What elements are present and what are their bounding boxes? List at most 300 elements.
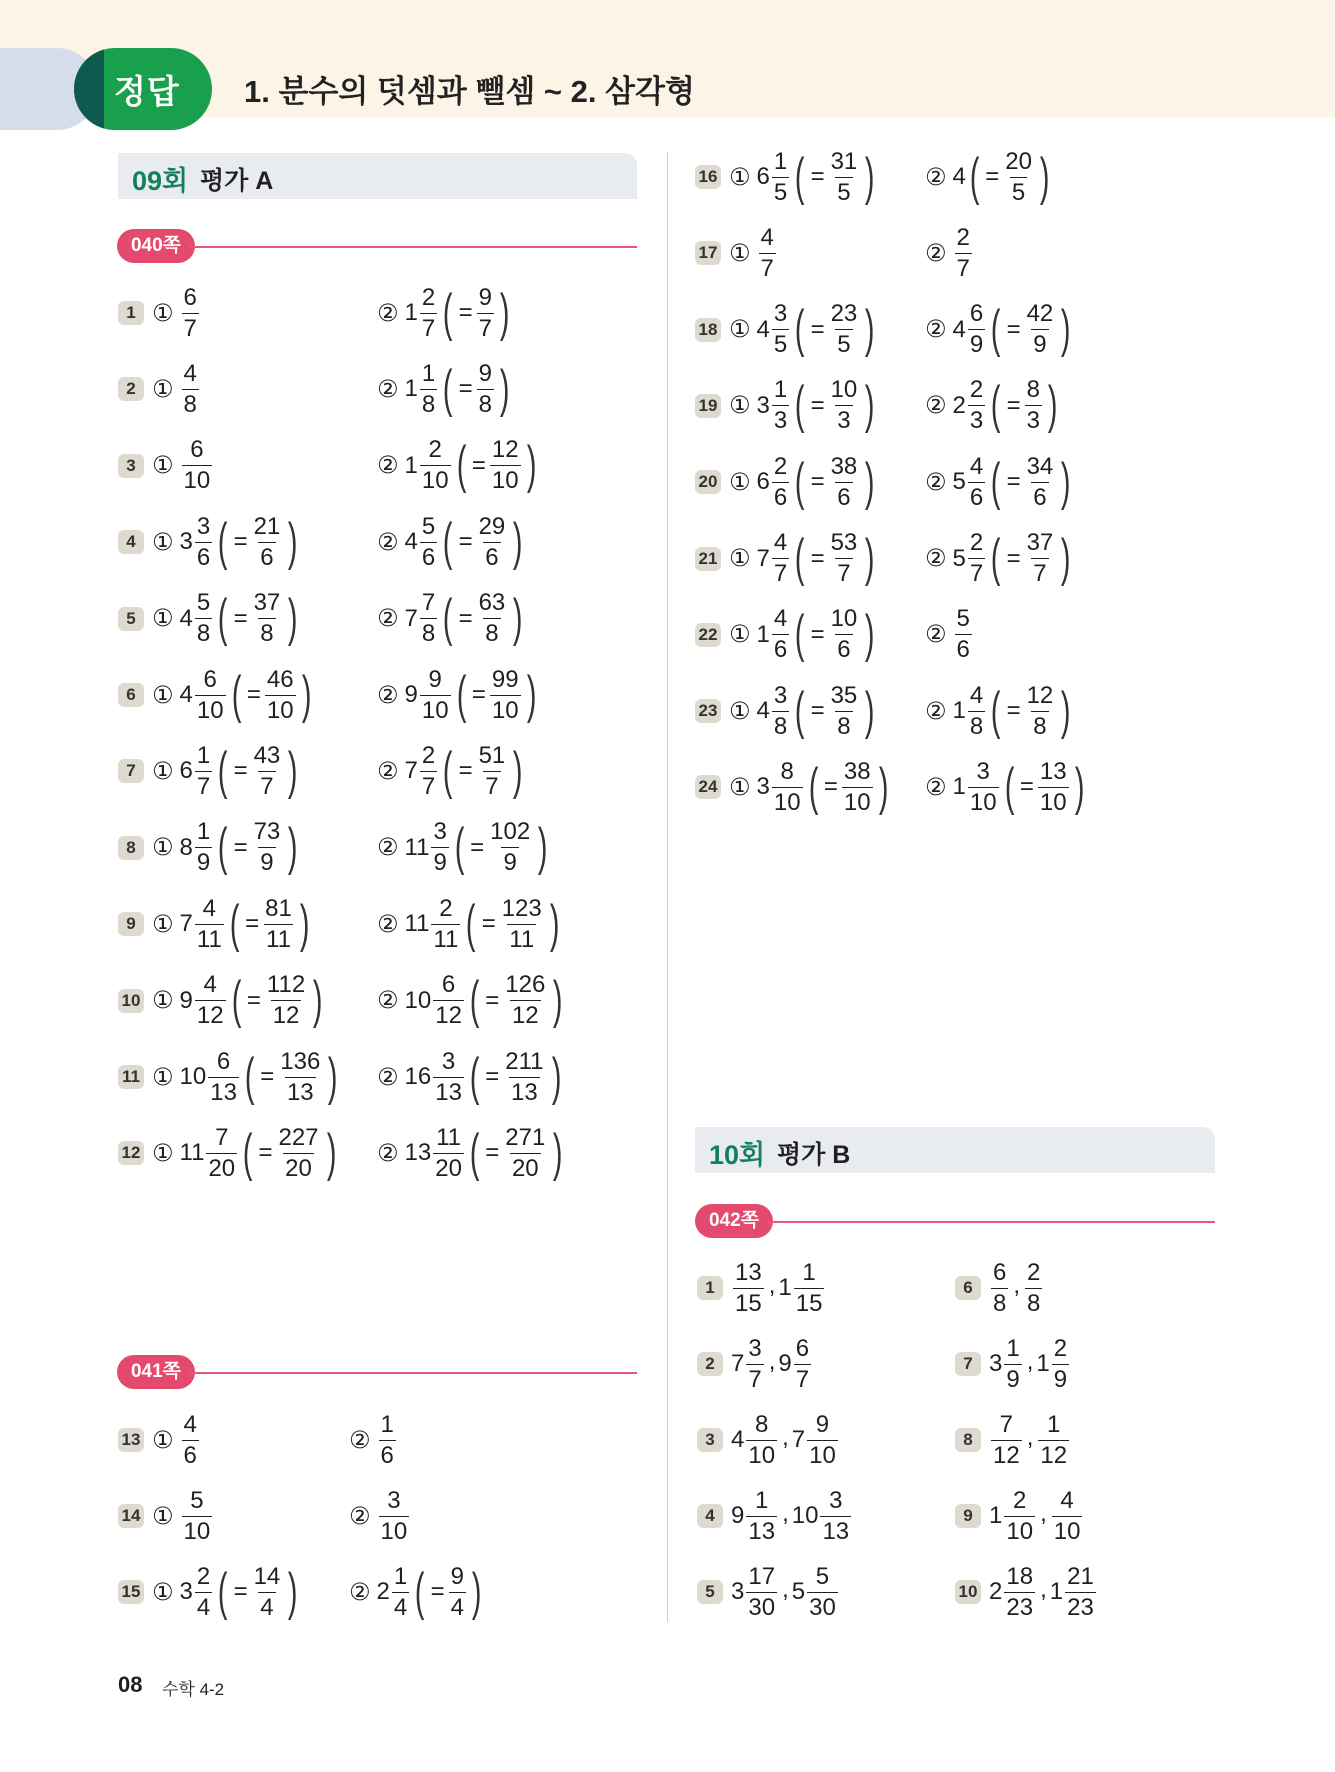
- numerator: 4: [202, 894, 217, 922]
- denominator: 8: [1033, 712, 1047, 740]
- equals-sign: =: [481, 910, 496, 938]
- denominator: 30: [748, 1593, 776, 1621]
- numerator: 35: [830, 681, 858, 709]
- part-marker: ②: [377, 528, 399, 556]
- left-paren: (: [795, 529, 805, 588]
- fraction: [276, 1123, 320, 1182]
- right-paren: ): [499, 359, 510, 418]
- answer-item: [118, 971, 327, 1031]
- question-number: 1: [118, 301, 144, 325]
- fraction: [733, 1258, 764, 1317]
- answer-item: [349, 1486, 411, 1546]
- answer-item: [925, 529, 1075, 589]
- numerator: 43: [253, 741, 281, 769]
- left-paren: (: [991, 529, 1001, 588]
- equals-sign: =: [985, 163, 1000, 190]
- numerator: 63: [478, 589, 506, 617]
- page-rule: [190, 246, 637, 248]
- whole-number: 9: [179, 986, 193, 1014]
- denominator: 6: [183, 1441, 197, 1469]
- fraction: [420, 591, 437, 646]
- denominator: 11: [509, 925, 535, 953]
- part-marker: ②: [349, 1426, 371, 1454]
- part-marker: ①: [152, 375, 174, 403]
- fraction: [252, 820, 283, 875]
- numerator: 18: [1006, 1562, 1034, 1590]
- denominator: 10: [421, 696, 449, 724]
- numerator: 112: [266, 971, 306, 999]
- question-number: 2: [697, 1352, 723, 1376]
- denominator: 7: [795, 1365, 810, 1393]
- numerator: 5: [196, 589, 211, 617]
- numerator: 4: [969, 681, 984, 709]
- fraction: [829, 531, 860, 586]
- answer-item: [697, 1258, 826, 1318]
- fraction: [490, 438, 521, 493]
- right-paren: ): [313, 971, 323, 1030]
- numerator: 5: [421, 512, 436, 540]
- fraction: [263, 894, 294, 953]
- part-marker: ①: [152, 1063, 174, 1091]
- fraction: [1004, 1486, 1035, 1545]
- numerator: 4: [969, 452, 984, 480]
- left-paren: (: [991, 452, 1001, 511]
- numerator: 34: [1026, 452, 1054, 480]
- fraction: [1052, 1334, 1069, 1393]
- answer-item: [697, 1486, 853, 1546]
- numerator: 3: [196, 512, 211, 540]
- fraction: [829, 452, 860, 511]
- whole-number: 6: [756, 468, 770, 496]
- numerator: 1: [196, 741, 211, 769]
- part-marker: ②: [377, 910, 399, 938]
- whole-number: 5: [952, 544, 966, 572]
- whole-number: 6: [179, 757, 193, 785]
- numerator: 12: [491, 436, 519, 464]
- part-marker: ①: [152, 299, 174, 327]
- numerator: 9: [428, 665, 442, 693]
- left-paren: (: [456, 665, 467, 724]
- whole-number: 1: [952, 697, 966, 725]
- fraction: [477, 512, 508, 571]
- whole-number: 8: [179, 833, 193, 861]
- numerator: 38: [843, 757, 871, 785]
- section-name: 평가 B: [777, 1141, 851, 1169]
- answer-item: [118, 1410, 201, 1470]
- left-paren: (: [244, 1047, 255, 1106]
- numerator: 1: [773, 147, 788, 175]
- numerator: 1: [380, 1410, 394, 1438]
- question-number: 19: [695, 394, 721, 418]
- numerator: 3: [976, 757, 990, 785]
- denominator: 10: [183, 1517, 211, 1545]
- denominator: 7: [969, 560, 984, 587]
- denominator: 13: [822, 1517, 850, 1545]
- answer-item: [925, 452, 1075, 512]
- right-paren: ): [1047, 376, 1058, 435]
- fraction: [195, 1562, 212, 1621]
- denominator: 12: [196, 1002, 224, 1030]
- fraction: [477, 741, 508, 800]
- denominator: 6: [485, 543, 499, 571]
- left-paren: (: [795, 681, 805, 740]
- numerator: 3: [387, 1486, 401, 1514]
- numerator: 136: [280, 1047, 321, 1075]
- numerator: 6: [795, 1334, 810, 1362]
- whole-number: 4: [756, 697, 770, 725]
- right-paren: ): [538, 818, 548, 877]
- whole-number: 10: [179, 1063, 207, 1090]
- fraction: [420, 438, 451, 493]
- question-number: 14: [118, 1504, 144, 1528]
- numerator: 23: [830, 300, 858, 328]
- whole-number: 7: [404, 604, 418, 632]
- denominator: 13: [511, 1078, 538, 1106]
- right-paren: ): [551, 1047, 561, 1106]
- part-marker: ①: [729, 697, 751, 725]
- answer-item: [377, 589, 527, 649]
- numerator: 51: [478, 741, 506, 769]
- equals-sign: =: [810, 468, 825, 496]
- question-number: 9: [118, 912, 144, 936]
- denominator: 6: [1033, 483, 1047, 511]
- answer-item: [925, 376, 1061, 436]
- fraction: [503, 1123, 547, 1182]
- right-paren: ): [1061, 300, 1071, 359]
- answer-item: [695, 757, 892, 817]
- whole-number: 5: [952, 468, 966, 496]
- denominator: 7: [183, 314, 197, 342]
- numerator: 6: [441, 971, 456, 999]
- numerator: 2: [1027, 1258, 1041, 1286]
- numerator: 211: [505, 1047, 544, 1075]
- answer-item: [118, 1123, 340, 1183]
- denominator: 8: [421, 390, 436, 418]
- denominator: 8: [485, 620, 499, 648]
- denominator: 9: [503, 849, 517, 877]
- left-paren: (: [795, 147, 805, 206]
- fraction: [746, 1486, 777, 1545]
- denominator: 4: [393, 1593, 408, 1621]
- section-number: 09회: [132, 166, 189, 196]
- whole-number: 13: [404, 1139, 432, 1167]
- numerator: 5: [190, 1486, 204, 1514]
- part-marker: ②: [925, 163, 947, 191]
- numerator: 14: [253, 1562, 281, 1590]
- part-marker: ①: [729, 468, 751, 496]
- answer-item: [955, 1562, 1098, 1622]
- denominator: 5: [773, 331, 788, 359]
- left-paren: (: [1004, 757, 1015, 816]
- fraction: [1052, 1486, 1083, 1545]
- denominator: 5: [1011, 178, 1026, 206]
- numerator: 1: [421, 359, 436, 387]
- whole-number: 1: [404, 299, 418, 326]
- right-paren: ): [878, 757, 889, 816]
- numerator: 2: [1053, 1334, 1068, 1362]
- part-marker: ②: [377, 834, 399, 862]
- denominator: 10: [1006, 1517, 1034, 1545]
- fraction: [477, 591, 508, 646]
- part-marker: ②: [377, 452, 399, 480]
- denominator: 9: [260, 849, 274, 877]
- right-paren: ): [549, 894, 560, 953]
- answer-item: [377, 283, 513, 343]
- denominator: 9: [1053, 1365, 1068, 1393]
- page-rule: [190, 1372, 637, 1374]
- comma: ,: [782, 1500, 789, 1527]
- question-number: 15: [118, 1580, 144, 1604]
- equals-sign: =: [1006, 391, 1021, 419]
- right-paren: ): [1039, 147, 1050, 206]
- fraction: [772, 681, 789, 740]
- numerator: 271: [505, 1123, 546, 1151]
- fraction: [252, 1562, 283, 1621]
- right-paren: ): [865, 529, 875, 588]
- fraction: [829, 147, 860, 206]
- fraction: [968, 302, 985, 357]
- denominator: 7: [260, 772, 274, 800]
- denominator: 23: [1006, 1593, 1034, 1621]
- answer-item: [118, 1562, 302, 1622]
- denominator: 4: [196, 1593, 211, 1621]
- fraction: [208, 1047, 239, 1106]
- answer-item: [118, 894, 313, 954]
- numerator: 8: [1026, 376, 1040, 404]
- fraction: [772, 147, 789, 206]
- left-paren: (: [808, 757, 819, 816]
- denominator: 10: [266, 696, 294, 724]
- numerator: 12: [1026, 681, 1054, 709]
- denominator: 8: [773, 712, 788, 740]
- equals-sign: =: [470, 833, 485, 861]
- part-marker: ①: [152, 987, 174, 1015]
- denominator: 8: [969, 712, 984, 740]
- denominator: 7: [478, 314, 492, 342]
- left-paren: (: [443, 589, 453, 648]
- denominator: 6: [421, 543, 436, 571]
- fraction: [842, 757, 873, 816]
- whole-number: 1: [404, 451, 418, 479]
- numerator: 3: [433, 818, 447, 846]
- denominator: 8: [478, 390, 492, 418]
- answer-item: [118, 665, 315, 725]
- numerator: 9: [815, 1410, 830, 1438]
- fraction: [772, 378, 789, 433]
- comma: ,: [1013, 1272, 1021, 1299]
- part-marker: ①: [152, 528, 174, 556]
- numerator: 5: [815, 1562, 830, 1590]
- question-number: 20: [695, 470, 721, 494]
- numerator: 4: [773, 605, 788, 633]
- numerator: 3: [441, 1047, 456, 1075]
- fraction: [807, 1410, 838, 1469]
- numerator: 4: [183, 359, 197, 387]
- fraction: [772, 452, 789, 511]
- left-paren: (: [466, 894, 476, 953]
- denominator: 10: [1053, 1517, 1081, 1545]
- answer-item: [697, 1334, 813, 1394]
- denominator: 15: [735, 1289, 762, 1317]
- question-number: 18: [695, 318, 721, 342]
- left-paren: (: [443, 512, 453, 571]
- equals-sign: =: [245, 910, 260, 938]
- left-paren: (: [456, 436, 467, 495]
- fraction: [503, 1047, 545, 1106]
- part-marker: ①: [152, 757, 174, 785]
- whole-number: 1: [1049, 1578, 1064, 1605]
- numerator: 21: [253, 512, 281, 540]
- denominator: 6: [773, 483, 788, 511]
- whole-number: 4: [179, 604, 193, 632]
- denominator: 7: [837, 560, 851, 587]
- denominator: 6: [837, 483, 851, 511]
- left-paren: (: [231, 971, 242, 1030]
- fraction: [968, 681, 985, 740]
- fraction: [794, 1258, 825, 1317]
- left-paren: (: [218, 1562, 228, 1621]
- numerator: 6: [969, 300, 984, 328]
- denominator: 3: [773, 407, 788, 435]
- fraction: [955, 607, 972, 662]
- whole-number: 7: [404, 757, 418, 785]
- answer-item: [118, 1047, 342, 1107]
- numerator: 2: [773, 452, 788, 480]
- right-paren: ): [1061, 452, 1071, 511]
- whole-number: 2: [376, 1578, 390, 1605]
- whole-number: 10: [791, 1502, 819, 1529]
- whole-number: 1: [1036, 1350, 1050, 1377]
- equals-sign: =: [1006, 315, 1021, 343]
- equals-sign: =: [233, 604, 248, 632]
- whole-number: 7: [756, 544, 770, 572]
- answer-item: [349, 1410, 398, 1470]
- denominator: 8: [196, 620, 211, 648]
- numerator: 73: [253, 818, 281, 846]
- part-marker: ②: [925, 392, 947, 420]
- fraction: [1065, 1562, 1096, 1621]
- denominator: 10: [421, 467, 449, 495]
- whole-number: 5: [791, 1578, 806, 1605]
- equals-sign: =: [246, 681, 261, 708]
- numerator: 9: [450, 1562, 464, 1590]
- fraction: [1038, 1410, 1069, 1469]
- question-number: 16: [695, 165, 721, 189]
- answer-item: [697, 1410, 840, 1470]
- answer-item: [695, 300, 879, 360]
- left-paren: (: [469, 1123, 480, 1182]
- badge-label: 정답: [114, 73, 180, 110]
- numerator: 1: [1047, 1410, 1061, 1438]
- numerator: 99: [491, 665, 519, 693]
- equals-sign: =: [458, 604, 473, 632]
- denominator: 6: [956, 636, 970, 664]
- numerator: 17: [748, 1562, 776, 1590]
- denominator: 7: [956, 254, 970, 282]
- question-number: 5: [118, 607, 144, 631]
- numerator: 31: [830, 147, 858, 175]
- part-marker: ①: [729, 392, 751, 420]
- fraction: [265, 665, 296, 724]
- denominator: 10: [183, 467, 211, 495]
- denominator: 4: [260, 1593, 274, 1621]
- question-number: 2: [118, 377, 144, 401]
- equals-sign: =: [485, 986, 500, 1014]
- numerator: 1: [802, 1258, 816, 1286]
- denominator: 12: [993, 1441, 1020, 1469]
- fraction: [991, 1410, 1022, 1469]
- denominator: 10: [196, 696, 224, 724]
- fraction: [433, 973, 464, 1028]
- numerator: 81: [265, 894, 292, 922]
- part-marker: ②: [377, 299, 399, 327]
- numerator: 37: [1026, 529, 1054, 556]
- fraction: [991, 1258, 1008, 1317]
- part-marker: ②: [377, 681, 399, 709]
- part-marker: ②: [377, 1063, 399, 1091]
- whole-number: 7: [731, 1350, 745, 1377]
- denominator: 11: [196, 925, 222, 953]
- comma: ,: [1040, 1576, 1047, 1603]
- fraction: [379, 1410, 396, 1469]
- numerator: 37: [253, 589, 281, 617]
- equals-sign: =: [233, 757, 248, 785]
- denominator: 8: [837, 712, 851, 740]
- fraction: [488, 820, 532, 875]
- numerator: 9: [478, 359, 492, 387]
- left-paren: (: [218, 589, 228, 648]
- numerator: 3: [773, 300, 788, 328]
- denominator: 11: [266, 925, 291, 953]
- numerator: 6: [993, 1258, 1007, 1286]
- fraction: [503, 973, 547, 1028]
- part-marker: ②: [349, 1502, 371, 1530]
- denominator: 30: [809, 1593, 836, 1621]
- comma: ,: [782, 1576, 789, 1603]
- numerator: 1: [755, 1486, 769, 1514]
- comma: ,: [1026, 1424, 1034, 1451]
- equals-sign: =: [260, 1063, 275, 1090]
- numerator: 1: [1006, 1334, 1020, 1362]
- fraction: [252, 741, 283, 800]
- answer-item: [118, 512, 302, 572]
- equals-sign: =: [810, 391, 825, 419]
- part-marker: ①: [152, 1578, 174, 1606]
- question-number: 9: [955, 1504, 981, 1528]
- numerator: 21: [1067, 1562, 1094, 1590]
- fraction: [746, 1562, 777, 1621]
- question-number: 23: [695, 699, 721, 723]
- fraction: [829, 302, 860, 357]
- fraction: [1025, 1258, 1042, 1317]
- denominator: 9: [1033, 331, 1047, 359]
- answer-item: [695, 529, 879, 589]
- equals-sign: =: [258, 1139, 273, 1167]
- denominator: 7: [421, 314, 436, 342]
- question-number: 13: [118, 1428, 144, 1452]
- numerator: 5: [956, 605, 970, 633]
- fraction: [420, 741, 437, 800]
- fraction: [746, 1410, 777, 1469]
- denominator: 5: [837, 331, 851, 359]
- answer-item: [377, 359, 513, 419]
- answer-item: [955, 1410, 1071, 1470]
- denominator: 12: [1040, 1441, 1068, 1469]
- whole-number: 9: [731, 1502, 745, 1529]
- answer-item: [118, 359, 201, 419]
- part-marker: ②: [925, 316, 947, 344]
- right-paren: ): [865, 681, 875, 740]
